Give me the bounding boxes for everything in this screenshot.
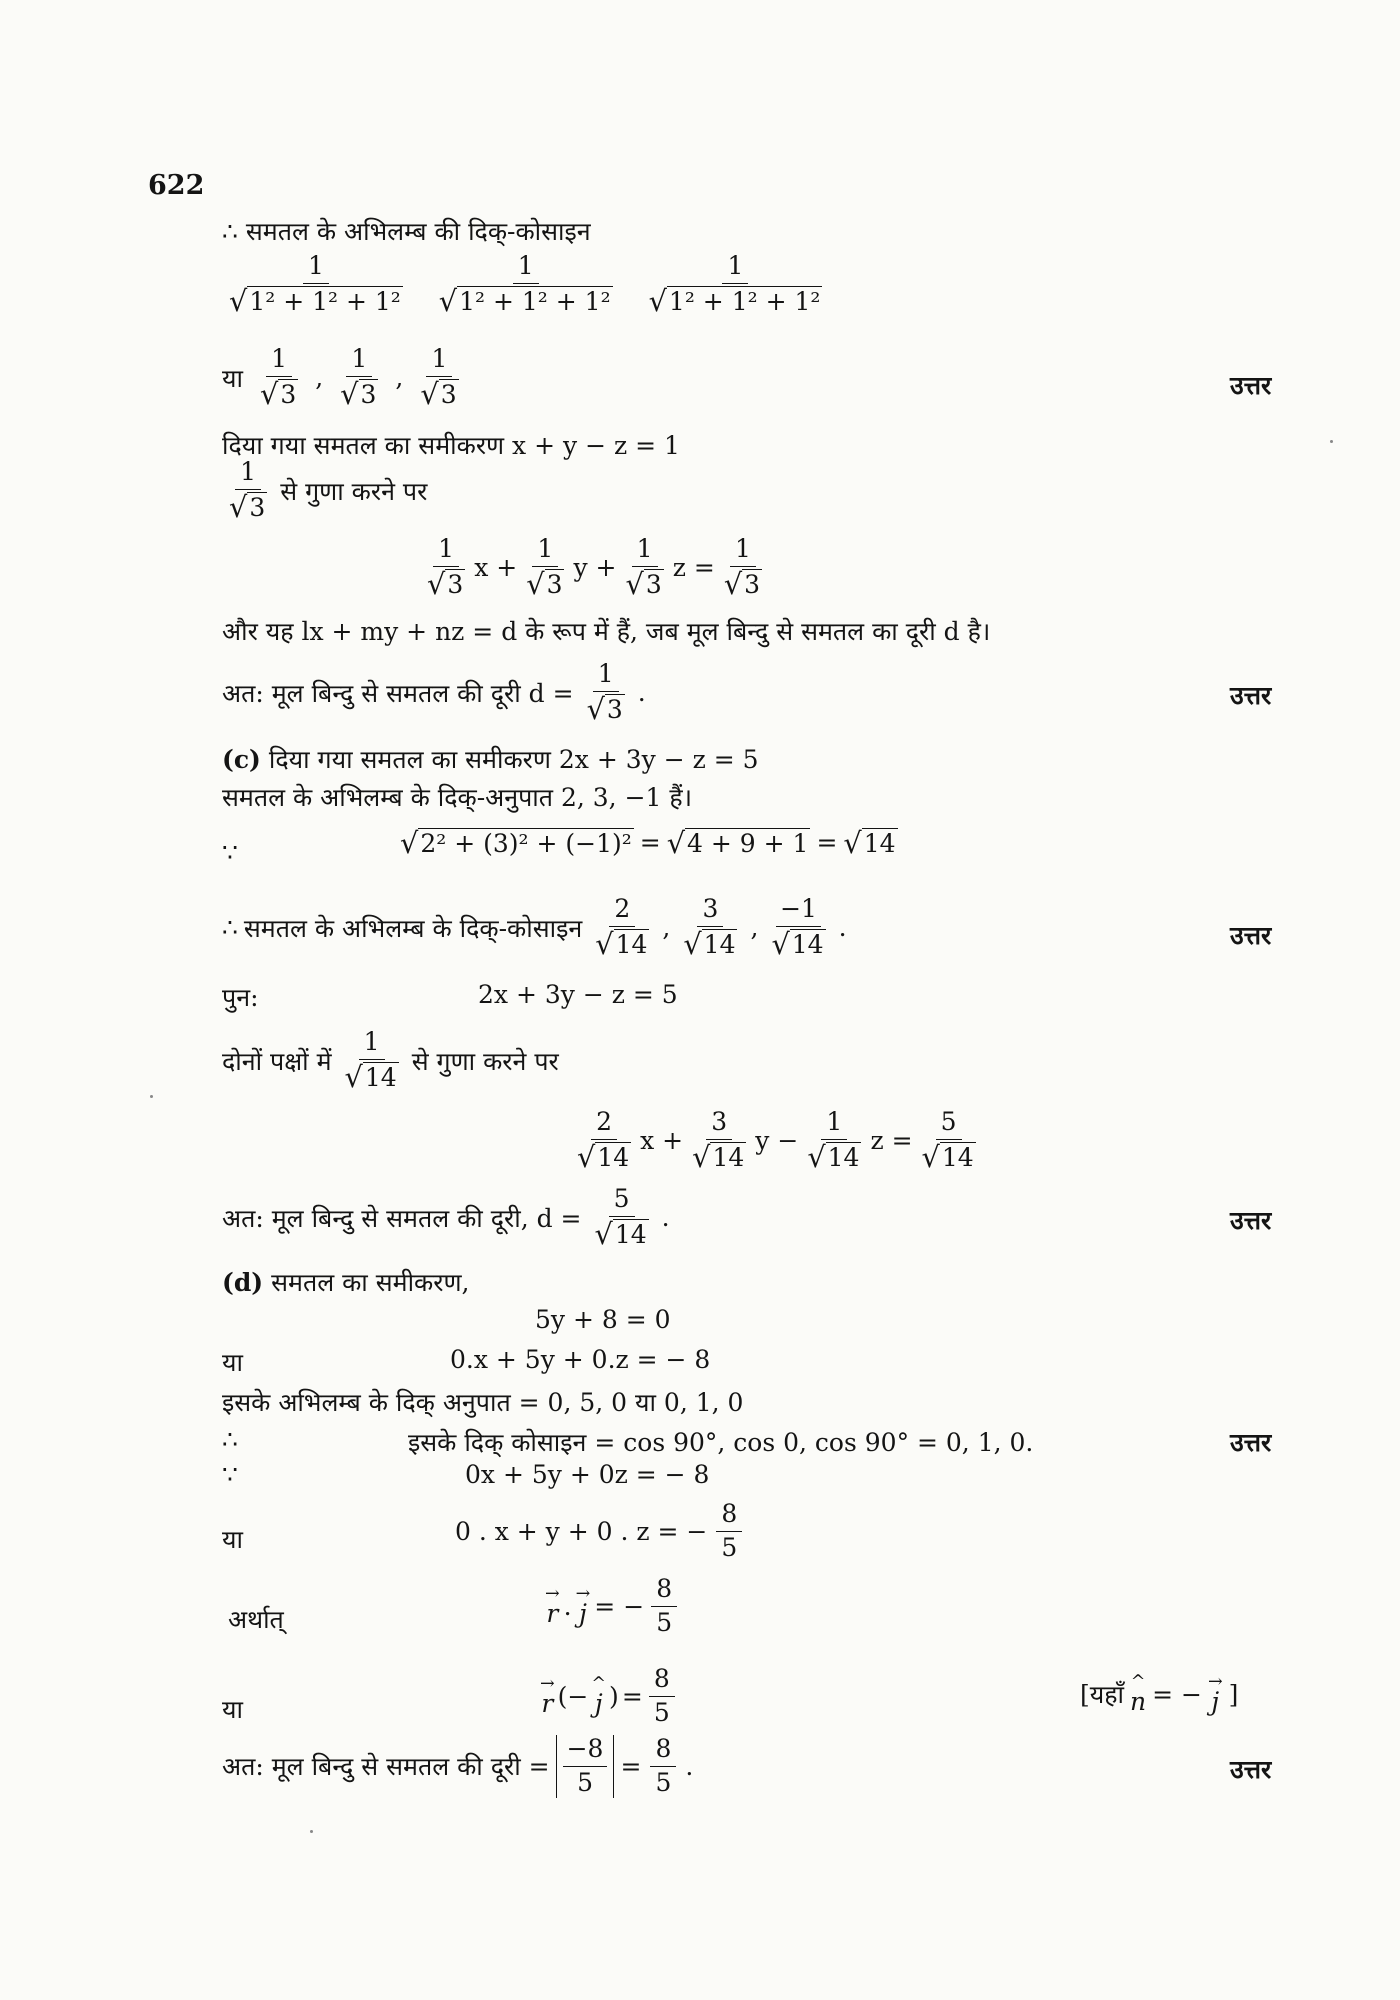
fraction: 1 √ 1² + 1² + 1² (648, 251, 821, 318)
eq-divided: 0 . x + y + 0 . z = − $\frac{8}{5}$ (455, 1500, 745, 1563)
part-c-dc: ∴ समतल के अभिलम्ब के दिक्-कोसाइन 2 √ 14 , 3 √ 14 , −1 √ 14 . (222, 894, 847, 961)
punah-label: पुन: (222, 983, 259, 1012)
eq-expanded: 0.x + 5y + 0.z = − 8 (450, 1345, 711, 1374)
given-plane-eq: दिया गया समतल का समीकरण x + y − z = 1 (222, 431, 680, 460)
ya-label: या (222, 1348, 243, 1377)
magnitude-eq: √ 2² + (3)² + (−1)² = √ 4 + 9 + 1 = √ 14 (400, 825, 896, 860)
dc-fractions-expanded (222, 252, 829, 317)
part-d-heading: (d) समतल का समीकरण, (222, 1268, 470, 1297)
distance-d: अत: मूल बिन्दु से समतल की दूरी = $\frac{-8}{5}$ = $\frac{8}{5}$ . (222, 1734, 694, 1797)
multiply-line-c: दोनों पक्षों में 1 √ 14 से गुणा करने पर (222, 1027, 559, 1094)
answer-label: उत्तर (1230, 1755, 1272, 1784)
arthat-label: अर्थात् (228, 1605, 284, 1634)
scan-speck (1330, 440, 1333, 443)
form-statement: और यह lx + my + nz = d के रूप में हैं, जब मूल बिन्दु से समतल का दूरी d है। (222, 617, 991, 646)
part-c-ratios: समतल के अभिलम्ब के दिक्-अनुपात 2, 3, −1 हैं। (222, 783, 693, 812)
therefore-symbol: ∴ (222, 217, 238, 246)
distance-b: अत: मूल बिन्दु से समतल की दूरी d = 1 √ 3 . (222, 659, 646, 726)
vector-eq: → r . → j = − $\frac{8}{5}$ (545, 1575, 680, 1638)
scan-speck (310, 1830, 313, 1833)
eq-repeat: 2x + 3y − z = 5 (478, 980, 678, 1009)
eq-5y: 5y + 8 = 0 (535, 1305, 671, 1334)
dc-fractions-simplified: या 1 √ 3 , 1 √ 3 , 1 √ 3 (222, 344, 457, 411)
part-label: (d) (222, 1268, 264, 1297)
part-c-eq: (c) दिया गया समतल का समीकरण 2x + 3y − z = 5 (222, 745, 759, 774)
ya-label: या (222, 1525, 243, 1554)
fraction: 1 √ 1² + 1² + 1² (438, 251, 611, 318)
multiply-line: 1 √ 3 से गुणा करने पर (229, 457, 428, 524)
answer-label: उत्तर (1230, 681, 1272, 710)
part-label: (c) (222, 745, 261, 774)
because-symbol: ∵ (222, 838, 238, 867)
answer-label: उत्तर (1230, 921, 1272, 950)
dr-line: इसके अभिलम्ब के दिक् अनुपात = 0, 5, 0 या 0, 1, 0 (222, 1388, 744, 1417)
dc-line: इसके दिक् कोसाइन = cos 90°, cos 0, cos 90° = 0, 1, 0. (408, 1428, 1034, 1457)
ya-text: या (222, 363, 243, 393)
normalized-eq: 1 √ 3 x + 1 √ 3 y + 1 √ 3 z = 1 √ 3 (427, 534, 761, 601)
because-symbol: ∵ (222, 1460, 238, 1489)
normal-dc-heading (222, 214, 591, 248)
vector-eq-unit: → r (− ^ j ) = $\frac{8}{5}$ (540, 1665, 678, 1728)
ya-label: या (222, 1695, 243, 1724)
page-number: 622 (148, 170, 205, 201)
heading-text: समतल के अभिलम्ब की दिक्-कोसाइन (245, 217, 591, 246)
answer-label: उत्तर (1230, 1428, 1272, 1457)
scan-speck (150, 1095, 153, 1098)
therefore-symbol: ∴ (222, 1425, 238, 1454)
answer-label: उत्तर (1230, 371, 1272, 400)
answer-label: उत्तर (1230, 1206, 1272, 1235)
eq-0x: 0x + 5y + 0z = − 8 (465, 1460, 710, 1489)
unit-normal-note: [यहाँ ^ n = − → j ] (1080, 1672, 1239, 1716)
distance-c: अत: मूल बिन्दु से समतल की दूरी, d = 5 √ 14 . (222, 1184, 670, 1251)
normalized-eq-c: 2 √ 14 x + 3 √ 14 y − 1 √ 14 z = 5 √ 14 (577, 1107, 974, 1174)
fraction: 1 √ 1² + 1² + 1² (229, 251, 401, 318)
